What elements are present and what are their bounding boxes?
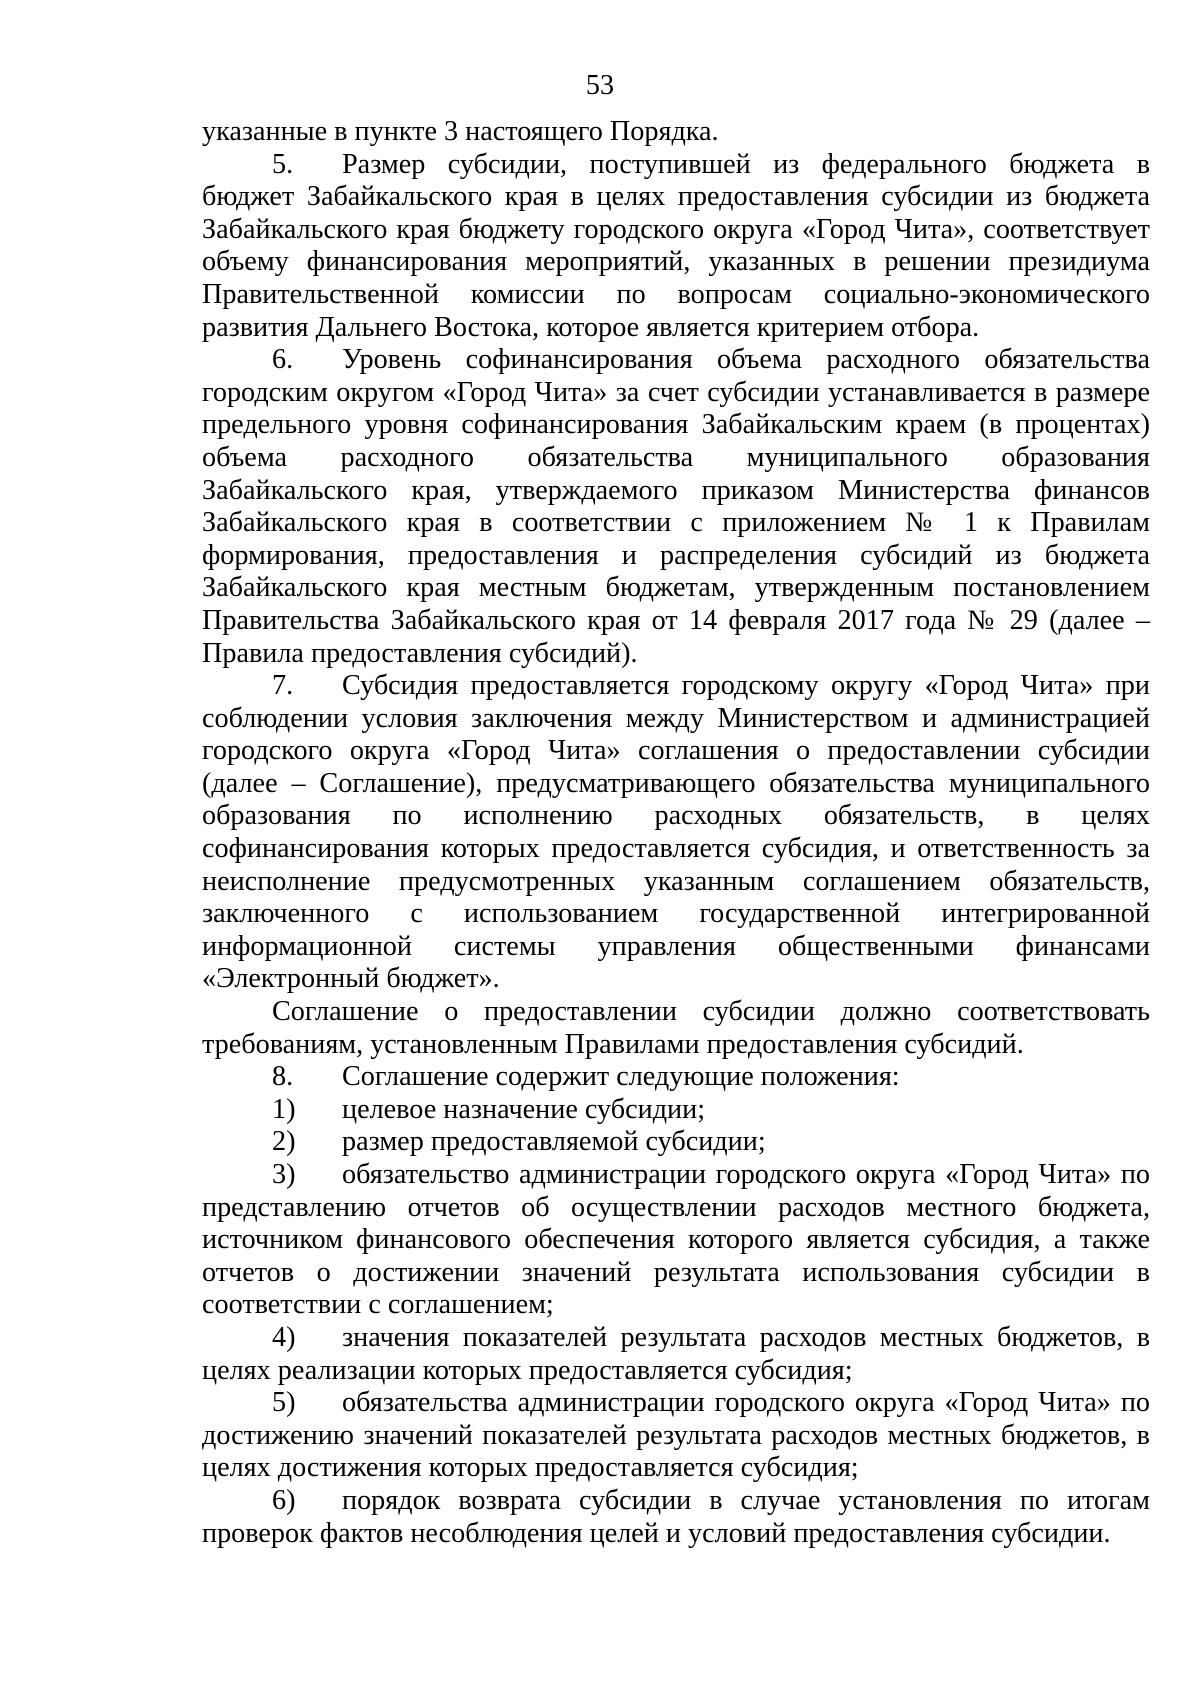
list-item: [202, 1126, 1150, 1159]
list-item-number: 5): [272, 1387, 296, 1419]
paragraph: [202, 116, 1150, 149]
list-item-number: 2): [272, 1126, 296, 1158]
paragraph: [202, 149, 1150, 345]
list-item-text: размер предоставляемой субсидии;: [342, 1126, 766, 1158]
list-item: [202, 1485, 1150, 1550]
paragraph: [202, 1061, 1150, 1094]
paragraph-text: Субсидия предоставляется городскому округу «Город Чита» при соблюдении условия заключения между Министерством и администрацией городского округа «Город Чита» соглашения о предоставлении субсидии (далее – Соглашение), предусматривающего обязательства муниципального образования по исполнению расходных обязательств, в целях софинансирования которых предоставляется субсидия, и ответственность за неисполнение предусмотренных указанным соглашением обязательств, заключенного с использованием государственной интегрированной информационной системы управления общественными финансами «Электронный бюджет».: [202, 670, 1150, 995]
list-item: [202, 1159, 1150, 1322]
list-item-text: порядок возврата субсидии в случае установления по итогам проверок фактов несоблюдения целей и условий предоставления субсидии.: [202, 1484, 1150, 1549]
list-item-text: обязательство администрации городского округа «Город Чита» по представлению отчетов об осуществлении расходов местного бюджета, источником финансового обеспечения которого является субсидия, а также отчетов о достижении значений результата использования субсидии в соответствии с соглашением;: [202, 1159, 1150, 1321]
paragraph: [202, 996, 1150, 1061]
paragraph-text: Соглашение содержит следующие положения:: [342, 1061, 900, 1093]
paragraph-text: указанные в пункте 3 настоящего Порядка.: [202, 116, 719, 147]
paragraph: [202, 670, 1150, 996]
list-item-number: 6): [272, 1484, 296, 1516]
list-item-text: обязательства администрации городского округа «Город Чита» по достижению значений показателей результата расходов местных бюджетов, в целях достижения которых предоставляется субсидия;: [202, 1387, 1150, 1484]
list-item: [202, 1387, 1150, 1485]
list-item-text: целевое назначение субсидии;: [342, 1093, 706, 1125]
list-item-number: 4): [272, 1321, 296, 1353]
list-item: [202, 1094, 1150, 1127]
paragraph: [202, 344, 1150, 670]
paragraph-number: 7.: [272, 670, 294, 702]
paragraph-text: Уровень софинансирования объема расходного обязательства городским округом «Город Чита» за счет субсидии устанавливается в размере предельного уровня софинансирования Забайкальским краем (в процентах) объема расходного обязательства муниципального образования Забайкальского края, утверждаемого приказом Министерства финансов Забайкальского края в соответствии с приложением № 1 к Правилам формирования, предоставления и распределения субсидий из бюджета Забайкальского края местным бюджетам, утвержденным постановлением Правительства Забайкальского края от 14 февраля 2017 года № 29 (далее – Правила предоставления субсидий).: [202, 344, 1150, 669]
document-body: [202, 116, 1150, 1550]
page-number: 53: [585, 70, 615, 101]
paragraph-text: Размер субсидии, поступившей из федерального бюджета в бюджет Забайкальского края в целях предоставления субсидии из бюджета Забайкальского края бюджету городского округа «Город Чита», соответствует объему финансирования мероприятий, указанных в решении президиума Правительственной комиссии по вопросам социально-экономического развития Дальнего Востока, которое является критерием отбора.: [202, 148, 1150, 343]
list-item-number: 1): [272, 1093, 296, 1125]
list-item-number: 3): [272, 1159, 296, 1190]
paragraph-number: 6.: [272, 344, 294, 376]
paragraph-number: 8.: [272, 1061, 294, 1093]
list-item-text: значения показателей результата расходов местных бюджетов, в целях реализации которых предоставляется субсидия;: [202, 1321, 1150, 1386]
list-item: [202, 1322, 1150, 1387]
paragraph-number: 5.: [272, 148, 294, 180]
paragraph-text: Соглашение о предоставлении субсидии должно соответствовать требованиям, установленным Правилами предоставления субсидий.: [202, 996, 1150, 1060]
